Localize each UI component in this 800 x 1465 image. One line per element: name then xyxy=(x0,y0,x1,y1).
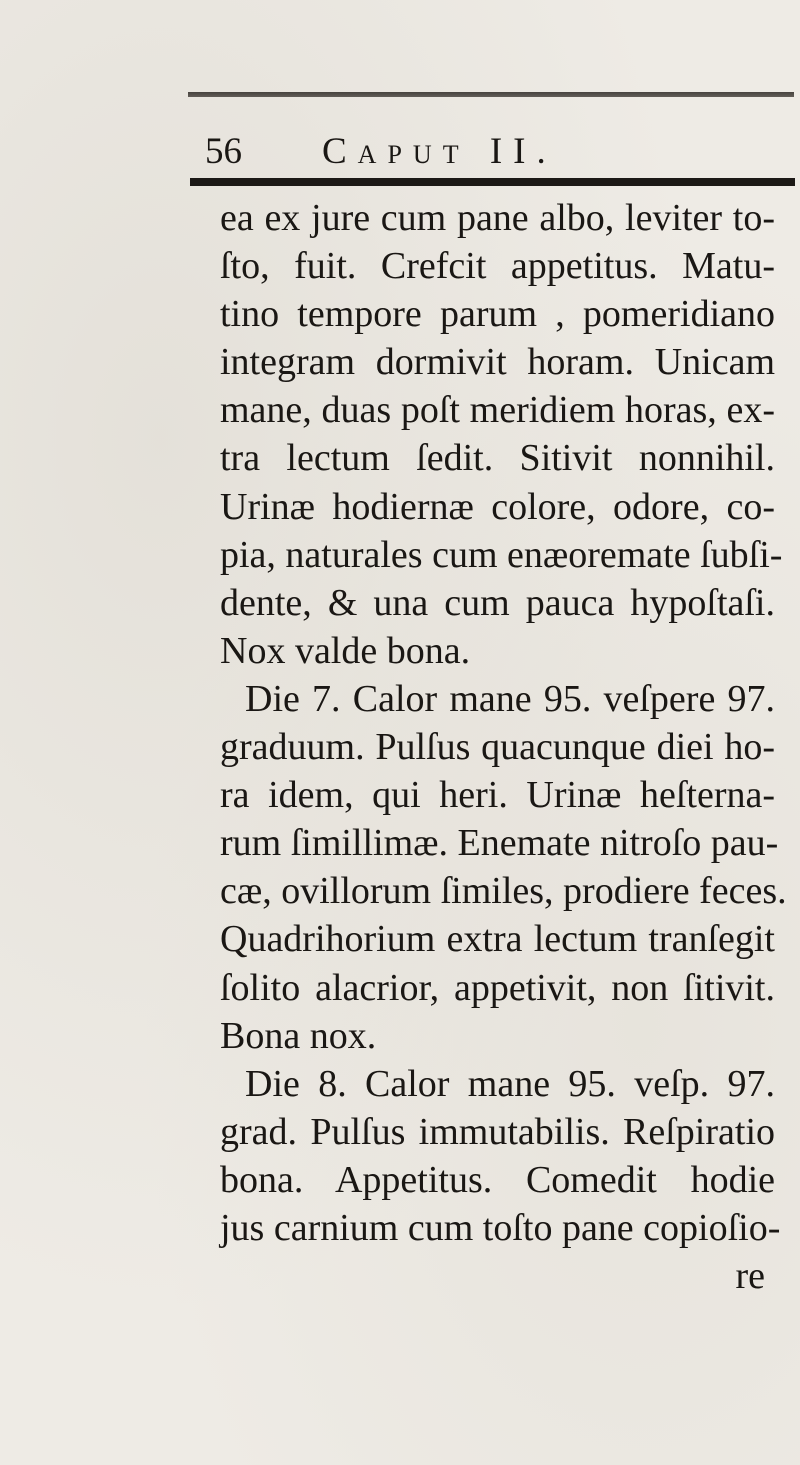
catchword: re xyxy=(735,1255,765,1298)
text-line: ea ex jure cum pane albo, leviter to- xyxy=(220,197,775,239)
text-line: Urinæ hodiernæ colore, odore, co- xyxy=(220,485,775,528)
text-line: dente, & una cum pauca hypoſtaſi. xyxy=(220,581,775,624)
text-line: graduum. Pulſus quacunque diei ho- xyxy=(220,726,775,769)
running-title: Caput II. xyxy=(322,131,557,172)
text-line: grad. Pulſus immutabilis. Reſpiratio xyxy=(220,1110,775,1153)
text-line: Die 7. Calor mane 95. veſpere 97. xyxy=(245,677,775,720)
page-number: 56 xyxy=(205,131,242,172)
text-line: bona. Appetitus. Comedit hodie xyxy=(220,1158,775,1201)
text-line: cæ, ovillorum ſimiles, prodiere feces. xyxy=(220,870,787,913)
text-line: tino tempore parum , pomeridiano xyxy=(220,293,775,336)
header-rule xyxy=(190,178,795,186)
text-line: ra idem, qui heri. Urinæ heſterna- xyxy=(220,774,775,817)
text-line: tra lectum ſedit. Sitivit nonnihil. xyxy=(220,437,775,480)
text-line: Die 8. Calor mane 95. veſp. 97. xyxy=(245,1062,775,1105)
text-line: mane, duas poſt meridiem horas, ex- xyxy=(220,389,775,432)
text-line: integram dormivit horam. Unicam xyxy=(220,341,775,384)
text-line: ſolito alacrior, appetivit, non ſitivit. xyxy=(220,966,775,1009)
text-line: rum ſimillimæ. Enemate nitroſo pau- xyxy=(220,822,779,865)
top-page-edge-rule xyxy=(188,92,794,97)
text-line: Quadrihorium extra lectum tranſegit xyxy=(220,918,775,961)
body-text xyxy=(220,194,787,1300)
text-line: Nox valde bona. xyxy=(220,629,471,672)
text-line: ſto, fuit. Crefcit appetitus. Matu- xyxy=(220,245,775,288)
page-header xyxy=(205,127,785,177)
text-line: Bona nox. xyxy=(220,1014,377,1057)
text-line: pia, naturales cum enæoremate ſubſi- xyxy=(220,533,783,576)
text-line: jus carnium cum toſto pane copioſio- xyxy=(220,1206,781,1249)
